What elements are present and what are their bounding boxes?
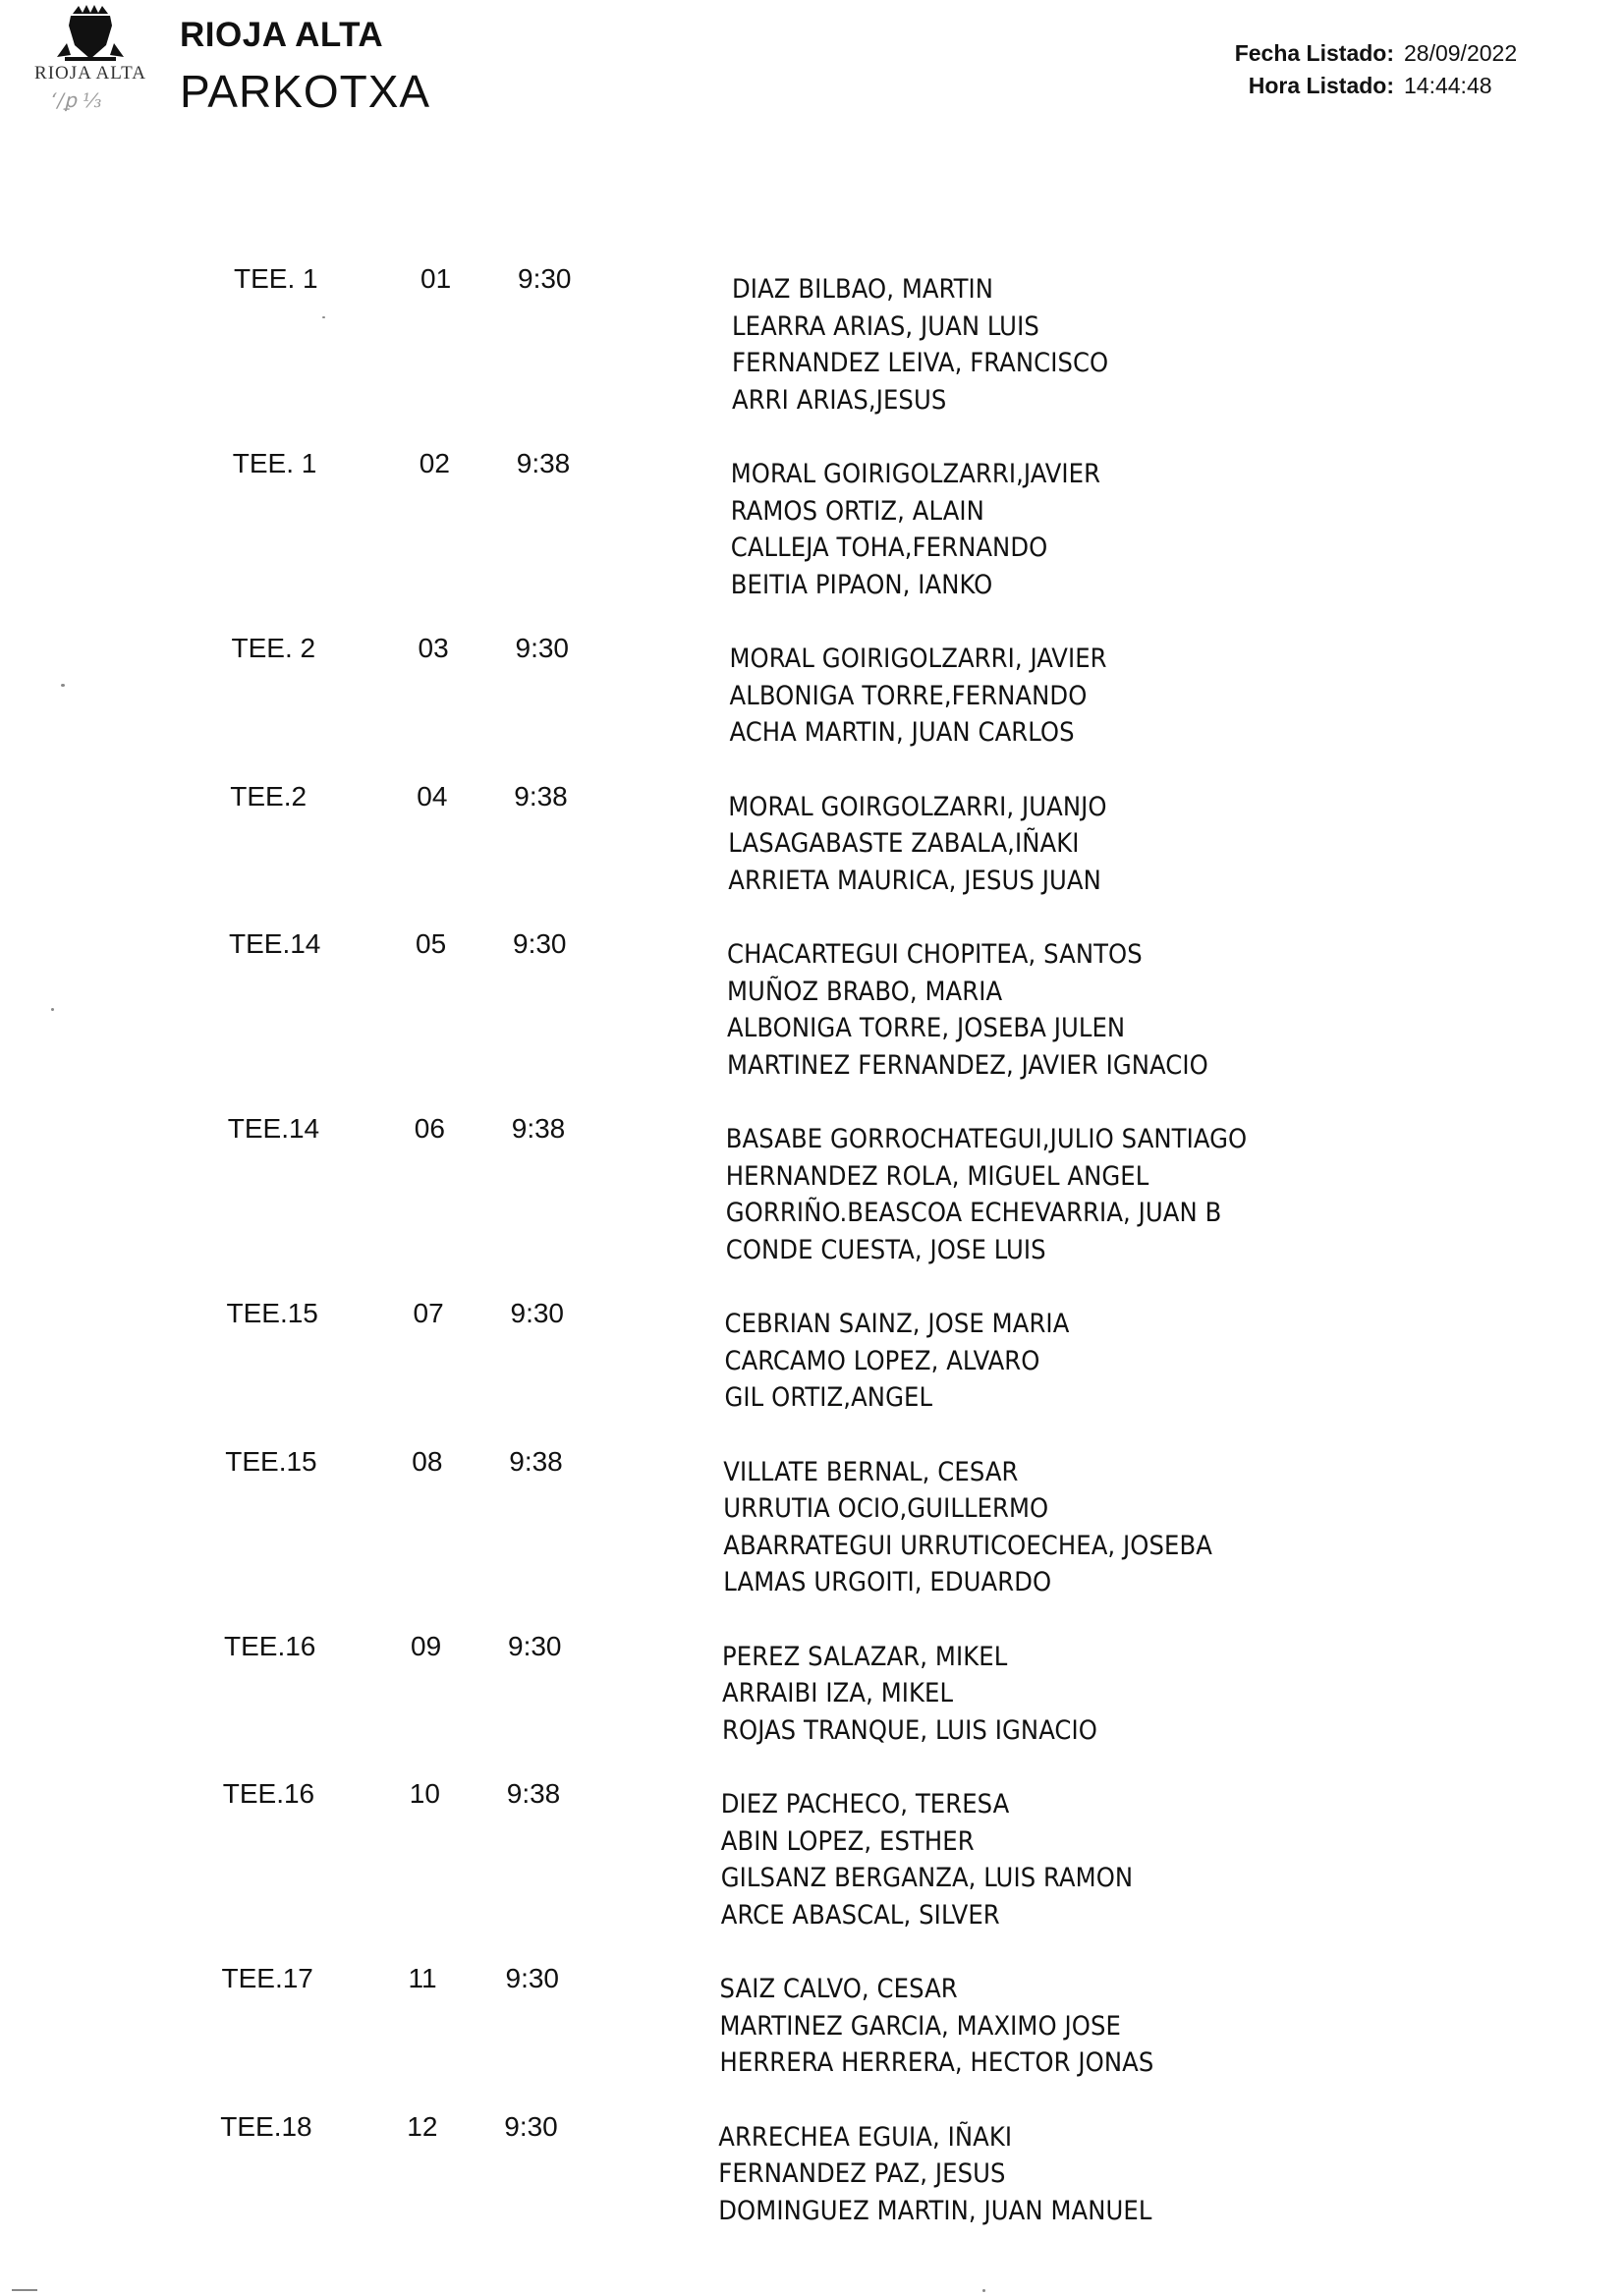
tee-label: TEE.15 [225,1445,317,1477]
player-name: ARCE ABASCAL, SILVER [720,1899,1000,1931]
group-number: 05 [416,928,447,959]
player-name: LASAGABASTE ZABALA,IÑAKI [728,828,1080,859]
player-list [731,456,1100,603]
tee-label: TEE.15 [226,1298,318,1328]
player-name: MARTINEZ FERNANDEZ, JAVIER IGNACIO [727,1049,1208,1081]
player-list [732,271,1108,419]
player-name: RAMOS ORTIZ, ALAIN [730,495,984,527]
group-number: 07 [413,1298,444,1328]
course-name: PARKOTXA [180,66,431,117]
tee-label: TEE.16 [224,1630,316,1661]
tee-time: 9:30 [518,263,572,294]
player-name: MORAL GOIRIGOLZARRI,JAVIER [730,459,1101,489]
player-name: ARRAIBI IZA, MIKEL [722,1678,954,1708]
player-name: CONDE CUESTA, JOSE LUIS [725,1234,1046,1265]
player-name: ALBONIGA TORRE, JOSEBA JULEN [727,1013,1126,1043]
tee-label: TEE.14 [229,928,321,959]
player-name: CALLEJA TOHA,FERNANDO [730,532,1048,563]
player-name: GORRIÑO.BEASCOA ECHEVARRIA, JUAN B [725,1198,1222,1228]
logo-caption: RIOJA ALTA [34,63,146,84]
tee-label: TEE. 1 [232,448,317,478]
fecha-line [1235,37,1530,70]
fecha-value: 28/09/2022 [1404,40,1518,66]
player-name: ACHA MARTIN, JUAN CARLOS [729,717,1075,748]
player-name: ABIN LOPEZ, ESTHER [720,1825,975,1857]
player-name: BASABE GORROCHATEGUI,JULIO SANTIAGO [725,1124,1248,1154]
fecha-label: Fecha Listado: [1234,40,1394,66]
player-name: ARRIETA MAURICA, JESUS JUAN [728,865,1101,896]
scan-speck [322,316,325,318]
player-name: CEBRIAN SAINZ, JOSE MARIA [724,1309,1070,1339]
tee-label: TEE. 2 [231,633,316,663]
player-list [718,2119,1151,2230]
scan-speck [12,2289,37,2291]
group-number: 10 [409,1778,440,1809]
hora-line [1235,70,1530,102]
player-list [727,936,1208,1084]
scan-speck [982,2289,985,2292]
hora-label: Hora Listado: [1248,73,1394,98]
player-name: ABARRATEGUI URRUTICOECHEA, JOSEBA [723,1530,1212,1561]
group-number: 01 [420,263,452,294]
player-name: PEREZ SALAZAR, MIKEL [722,1641,1008,1672]
tee-time: 9:38 [506,1778,561,1809]
group-number: 02 [419,448,450,478]
hora-value: 14:44:48 [1404,73,1492,98]
crest-icon [22,4,159,65]
tee-time: 9:30 [510,1298,564,1328]
player-name: SAIZ CALVO, CESAR [719,1974,958,2004]
player-name: GIL ORTIZ,ANGEL [724,1382,933,1413]
player-list [725,1306,1070,1417]
player-name: MORAL GOIRIGOLZARRI, JAVIER [729,644,1107,674]
player-list [730,641,1107,752]
tee-time: 9:30 [504,2110,558,2142]
tee-label: TEE.17 [221,1963,313,1993]
tee-time: 9:38 [516,448,571,478]
scan-speck [51,1008,54,1011]
player-name: VILLATE BERNAL, CESAR [723,1456,1019,1487]
player-name: FERNANDEZ LEIVA, FRANCISCO [732,348,1109,378]
player-name: CHACARTEGUI CHOPITEA, SANTOS [727,939,1143,970]
group-number: 11 [408,1963,437,1993]
tee-time: 9:30 [505,1963,559,1993]
player-name: MUÑOZ BRABO, MARIA [727,976,1003,1007]
group-number: 04 [417,780,448,812]
player-name: DOMINGUEZ MARTIN, JUAN MANUEL [718,2195,1152,2226]
group-number: 08 [412,1445,443,1477]
tee-label: TEE.14 [227,1113,320,1144]
player-list [720,1971,1154,2082]
group-number: 06 [414,1113,445,1144]
club-logo [22,4,159,132]
player-name: ALBONIGA TORRE,FERNANDO [729,680,1088,711]
player-list [728,789,1106,900]
player-name: FERNANDEZ PAZ, JESUS [718,2158,1006,2189]
tee-label: TEE. 1 [234,263,318,294]
tee-time: 9:30 [508,1630,562,1661]
player-list [721,1786,1133,1933]
player-name: MARTINEZ GARCIA, MAXIMO JOSE [719,2010,1121,2042]
player-name: LEARRA ARIAS, JUAN LUIS [732,310,1039,342]
player-name: HERNANDEZ ROLA, MIGUEL ANGEL [725,1160,1149,1192]
group-number: 09 [411,1630,442,1661]
player-name: LAMAS URGOITI, EDUARDO [723,1567,1052,1597]
tee-time: 9:30 [513,928,567,959]
player-list [722,1639,1097,1750]
player-name: URRUTIA OCIO,GUILLERMO [723,1493,1049,1524]
player-list [723,1454,1212,1601]
tee-time: 9:38 [511,1113,566,1144]
tee-time: 9:38 [509,1445,563,1477]
club-name: RIOJA ALTA [180,16,384,54]
player-name: HERRERA HERRERA, HECTOR JONAS [719,2047,1154,2078]
tee-label: TEE.18 [220,2110,312,2142]
tee-label: TEE.2 [230,780,308,812]
handwritten-mark: ʻ/ꝑ ⅓ [51,88,102,112]
scan-speck [61,684,65,687]
player-name: ROJAS TRANQUE, LUIS IGNACIO [722,1714,1097,1746]
tee-time: 9:30 [515,633,569,663]
tee-time: 9:38 [514,780,568,812]
listing-meta [1235,37,1530,102]
player-name: GILSANZ BERGANZA, LUIS RAMON [720,1863,1134,1893]
tee-label: TEE.16 [222,1778,315,1809]
player-name: MORAL GOIRGOLZARRI, JUANJO [728,791,1107,822]
group-number: 03 [418,633,449,663]
player-list [726,1121,1248,1268]
player-name: ARRECHEA EGUIA, IÑAKI [718,2121,1013,2153]
player-name: DIEZ PACHECO, TERESA [720,1789,1010,1820]
group-number: 12 [407,2110,438,2142]
player-name: BEITIA PIPAON, IANKO [730,569,993,600]
player-name: CARCAMO LOPEZ, ALVARO [724,1345,1040,1376]
player-name: ARRI ARIAS,JESUS [732,384,947,416]
player-name: DIAZ BILBAO, MARTIN [732,274,994,305]
